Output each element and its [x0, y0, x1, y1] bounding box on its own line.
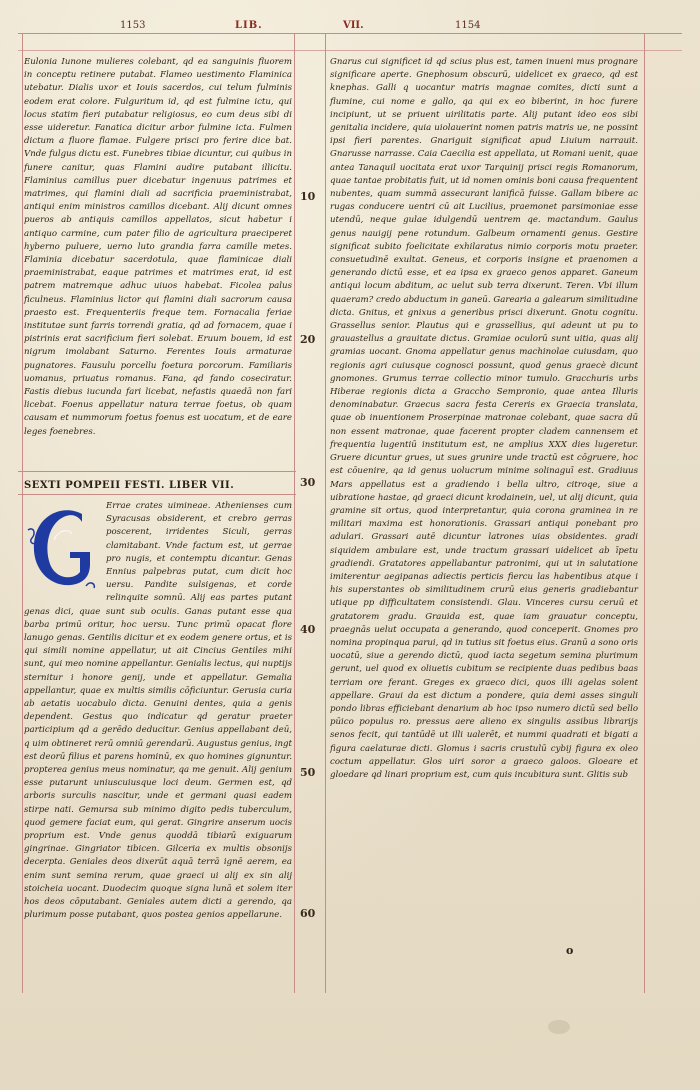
margin-number: 50 [300, 766, 316, 779]
section-title-rule-top [18, 471, 296, 472]
left-column-top-text: Eulonia Iunone mulieres colebant, qd ea sanguinis fluorem in conceptu retinere putabat. Flameo uestimento Flaminica utebatur. Dialis uxor et Iouis sacerdos, cui telum fulminis eodem erat colore. Fulguritum id, qd est fulmine ictu, qui locus statim fieri putabatur religiosus, eo cum deus sibi di esse uideretur. Fanatica dicitur arbor fulmine icta. Fulmen dictum a fluore flamae. Fulgere prisci pro ferire dice bat. Vnde fulgus dictu est. Funebres tibiae dicuntur, cui quibus in funere canitur, quas Flamini audire putabant illicitu. Flaminius camillus puer dicebatur ingenuus patrimes et matrimes, qui flamini diali ad sacrificia praeministrabat, antiqui enim ministros camillos dicebant. Alij dicunt omnes pueros ab antiquis camillos appellatos, sicut habetur i antiquo carmine, cum pater filio de agricultura praeciperet hyberno puluere, uerno luto grandia farra camille metes. Flaminia dicebatur sacerdotula, quae flaminicae diali praeministrabat, eaque patrimes et matrimes erat, id est patrem matremque adhuc uiuos habebat. Ficolea palus ficulneus. Flaminius lictor qui flamini diali sacrorum causa praesto est. Frequenteriis freque tem. Fornacalia feriae institutae sunt farris torrendi gratia, qd ad fornacem, quae i pistrinis erat sacrificium fieri solebat. Eruum bouem, id est nigrum imolabant Saturno. Ferentes Iouis armaturae pugnatores. Fausulu porcellu foetura porcorum. Familiaris uomanus, priuatus romanus. Fana, qd fando coseciratur. Fastis diebus iucunda fari licebat, nefastis quaedā non fari licebat. Foenus appellatur natura terrae foetus, ob quam causam et nummorum foetus foenus est uocatum, et de eare leges foenebres. [24, 57, 292, 437]
initial-letter: G [68, 554, 69, 555]
frame-rule-top-inner [18, 50, 682, 51]
left-column-top [24, 56, 292, 439]
running-header [0, 20, 700, 40]
page-number-left: 1153 [120, 20, 146, 31]
margin-number: 60 [300, 907, 316, 920]
footer-mark: o [566, 944, 574, 957]
margin-number: 30 [300, 476, 316, 489]
right-column-text: Gnarus cui significet id qd scius plus est, tamen inueni mus prognare significare aperte. Gnephosum obscurū, uidelicet ex graeco, qd est knephas. Galli q uocantur matris magnae comites, dicti sunt a flumine, cui nome e gallo, qa qui ex eo biberint, in hoc furere incipiunt, ut se priuent uirilitatis parte. Alij putant ideo eos sibi genitalia incidere, quia uiolauerint nomen patris matris ue, ne possint ipsi fieri parentes. Gnariguit significat apud Liuium narrauit. Gnarusse narrasse. Caia Caecilia est appellata, ut Romani uenit, quae antea Tanaquil uocitata erat uxor Tarquinij prisci regis Romanorum, quae tantae probitatis fuit, ut id nomen ominis boni causa frequentent nubentes, quam summā assecurant lanificā fuisse. Gallam bibere ac rugas conducere uentri cū ait Lucilius, praemonet parsimoniae esse utendū, neque gulae idulgendū uentrem qe. mactandum. Gaulus genus nauigij pene rotundum. Galbeum ornamenti genus. Gestire significat subito foelicitate exhilaratus nimio corporis motu praeter. consuetudinē exultat. Geneus, et corporis insigne et praenomen a generando dictū esse, et ea ipsa ex graeco genos apparet. Ganeum antiqui locum abditum, ac uelut sub terra dixerunt. Teren. Vbi illum quaeram? credo abductum in ganeū. Garearia a galearum similitudine dicta. Gnitus, et gnixus a generibus prisci dixerunt. Gnotu cognitu. Grassellus senior. Plautus qui e grassellius, qui adeunt ut pu to grauastellus a grauitate dictus. Gramiae oculorū sunt uitia, quas alij gramias uocant. Gnoma appellatur genus machinolae cuiusdam, quo regionis agri cuiusque cognosci possunt, quod genus graecè dicunt gnomones. Grumus terrae collectio minor tumulo. Gracchuris urbs Hiberae regionis dicta a Graccho Sempronio, quae antea Illuris denominabatur. Graecus sacra festa Cereris ex Graecia translata, quae ob inuentionem Proserpinae matronae colebant, quae sacra dū non essent matronae, quae facerent propter cladem cannensem et frequentia lugentiū institutum est, ne amplius XXX dies lugeretur. Gruere dicuntur grues, ut sues grunire unde tractū est cōgruere, hoc est cōuenire, qa id genus uolucrum minime solinaguī est. Gradiuus Mars appellatus est a gradiendo i bella ultro, citroqe, siue a uibratione hastae, qd graeci dicunt krodainein, uel, ut alij dicunt, quia gramine sit ortus, quod interpretantur, quia corona graminea in re militari maxima est honorationis. Grassari antiqui ponebant pro adulari. Grassari autē dicuntur latrones uias obsidentes. gradi siquidem ambulare est, unde tractum grassari uidelicet ab īpetu gradiendi. Gratatores appellabantur patronimi, qui ut in salutatione imiterentur aegipanas adiectis perticis fiercu las habentibus atque i his superstantes ob similitudinem crurū eius generis gradiebantur utique pp difficultatem consistendi. Glau. Vinceres cursu ceruū et gratatorem gradu. Grauida est, quae iam grauatur conceptu, praegnās uelut occupata a generando, quod conceperit. Gnomes pro nomina propinqua parui, qd in tutius sit foetus eius. Granū a sono oris uocatū, siue a gerendo dictū, quod iacta segetum semina plurimum gerunt, uel quod ex oliuetis cubitum se recipiente duas pedibus baas terriam ore ferant. Greges ex graeco dici, quos illi agelas solent appellare. Graui da est dictum a pondere, quia demi asses singuli pondo libras efficiebant denarium ab hoc ipso numero dictū sed bello pūico populus ro. pressus aere alieno ex singulis assibus librarijs senos fecit, qui tantūdē ut illi ualerēt, et nummi quadrati et bigati a figura caelaturae dicti. Glomus i sacris crustulū cybij figura ex oleo coctum appellatur. Glos uiri soror a graeco galoos. Gloeare et gloedare qd linari proprium est, cum quis incubitura sunt. Glitis sub [330, 57, 638, 780]
left-column-bottom [24, 500, 292, 923]
header-lib: LIB. [235, 20, 263, 31]
section-title-rule-bottom [18, 494, 296, 495]
margin-number: 10 [300, 190, 316, 203]
paper-stain [548, 1020, 570, 1034]
frame-rule-right [644, 33, 645, 993]
decorated-initial-g [24, 500, 100, 592]
section-title: SEXTI POMPEII FESTI. LIBER VII. [24, 480, 235, 491]
frame-rule-left [22, 33, 23, 993]
margin-number: 20 [300, 333, 316, 346]
header-book-number: VII. [343, 20, 364, 31]
margin-number: 40 [300, 623, 316, 636]
frame-rule-gutter-right [325, 33, 326, 993]
frame-rule-gutter-left [294, 33, 295, 993]
page-number-right: 1154 [455, 20, 481, 31]
margin-line-numbers [296, 0, 324, 1090]
left-column-bottom-text: Errae crates uimineae. Athenienses cum Syracusas obsiderent, et crebro gerras poscerent, irridentes Siculi, gerras clamitabant. Vnde factum est, ut gerrae pro nugis, et contemptu dicantur. Genas Ennius palpebras putat, cum dicit hoc uersu. Pandite sulsigenas, et corde relinquite somnū. Alij eas partes putant genas dici, quae sunt sub oculis. Ganas putant esse qua barba primū oritur, hoc uersu. Tunc primū opacat flore lanugo genas. Gentilis dicitur et ex eodem genere ortus, et is qui simili nomine appellatur, ut ait Cincius Gentiles mihi sunt, qui meo nomine appellantur. Genialis lectus, qui nuptijs sternitur i honore genij, unde et appellatur. Gemalia appellantur, quae ex multis similis cōficiuntur. Gerusia curia ab aetatis uocabulo dicta. Genuini dentes, quia a genis dependent. Gestus quo indicatur qd geratur praeter participium qd a gerēdo deducitur. Genius appellabant deū, q uim obtineret rerū omniū gerendarū. Augustus genius, ingt est deorū filius et parens hominū, ex quo homines gignuntur. propterea genius meus nominatur, qa me genuit. Alij genium esse putarunt uniuscuiusque loci deum. Germen est, qd arboris surculis nascitur, unde et germani quasi eadem stirpe nati. Gemursa sub minimo digito pedis tuberculum, quod gemere faciat eum, qui gerat. Gingrire anserum uocis proprium est. Vnde genus quoddā tibiarū exiguarum gingrinae. Gingriator tibicen. Gilceria ex multis obsonijs decerpta. Geniales deos dixerūt aquā terrā ignē aerem, ea enim sunt semina rerum, quae graeci ui alij ex sin alij stoicheia uocant. Duodecim quoque signa lunā et solem iter hos deos cōputabant. Geniales autem dicti a gerendo, qa plurimum posse putabant, quos postea genios appellarune. [24, 501, 292, 921]
right-column [330, 56, 638, 782]
